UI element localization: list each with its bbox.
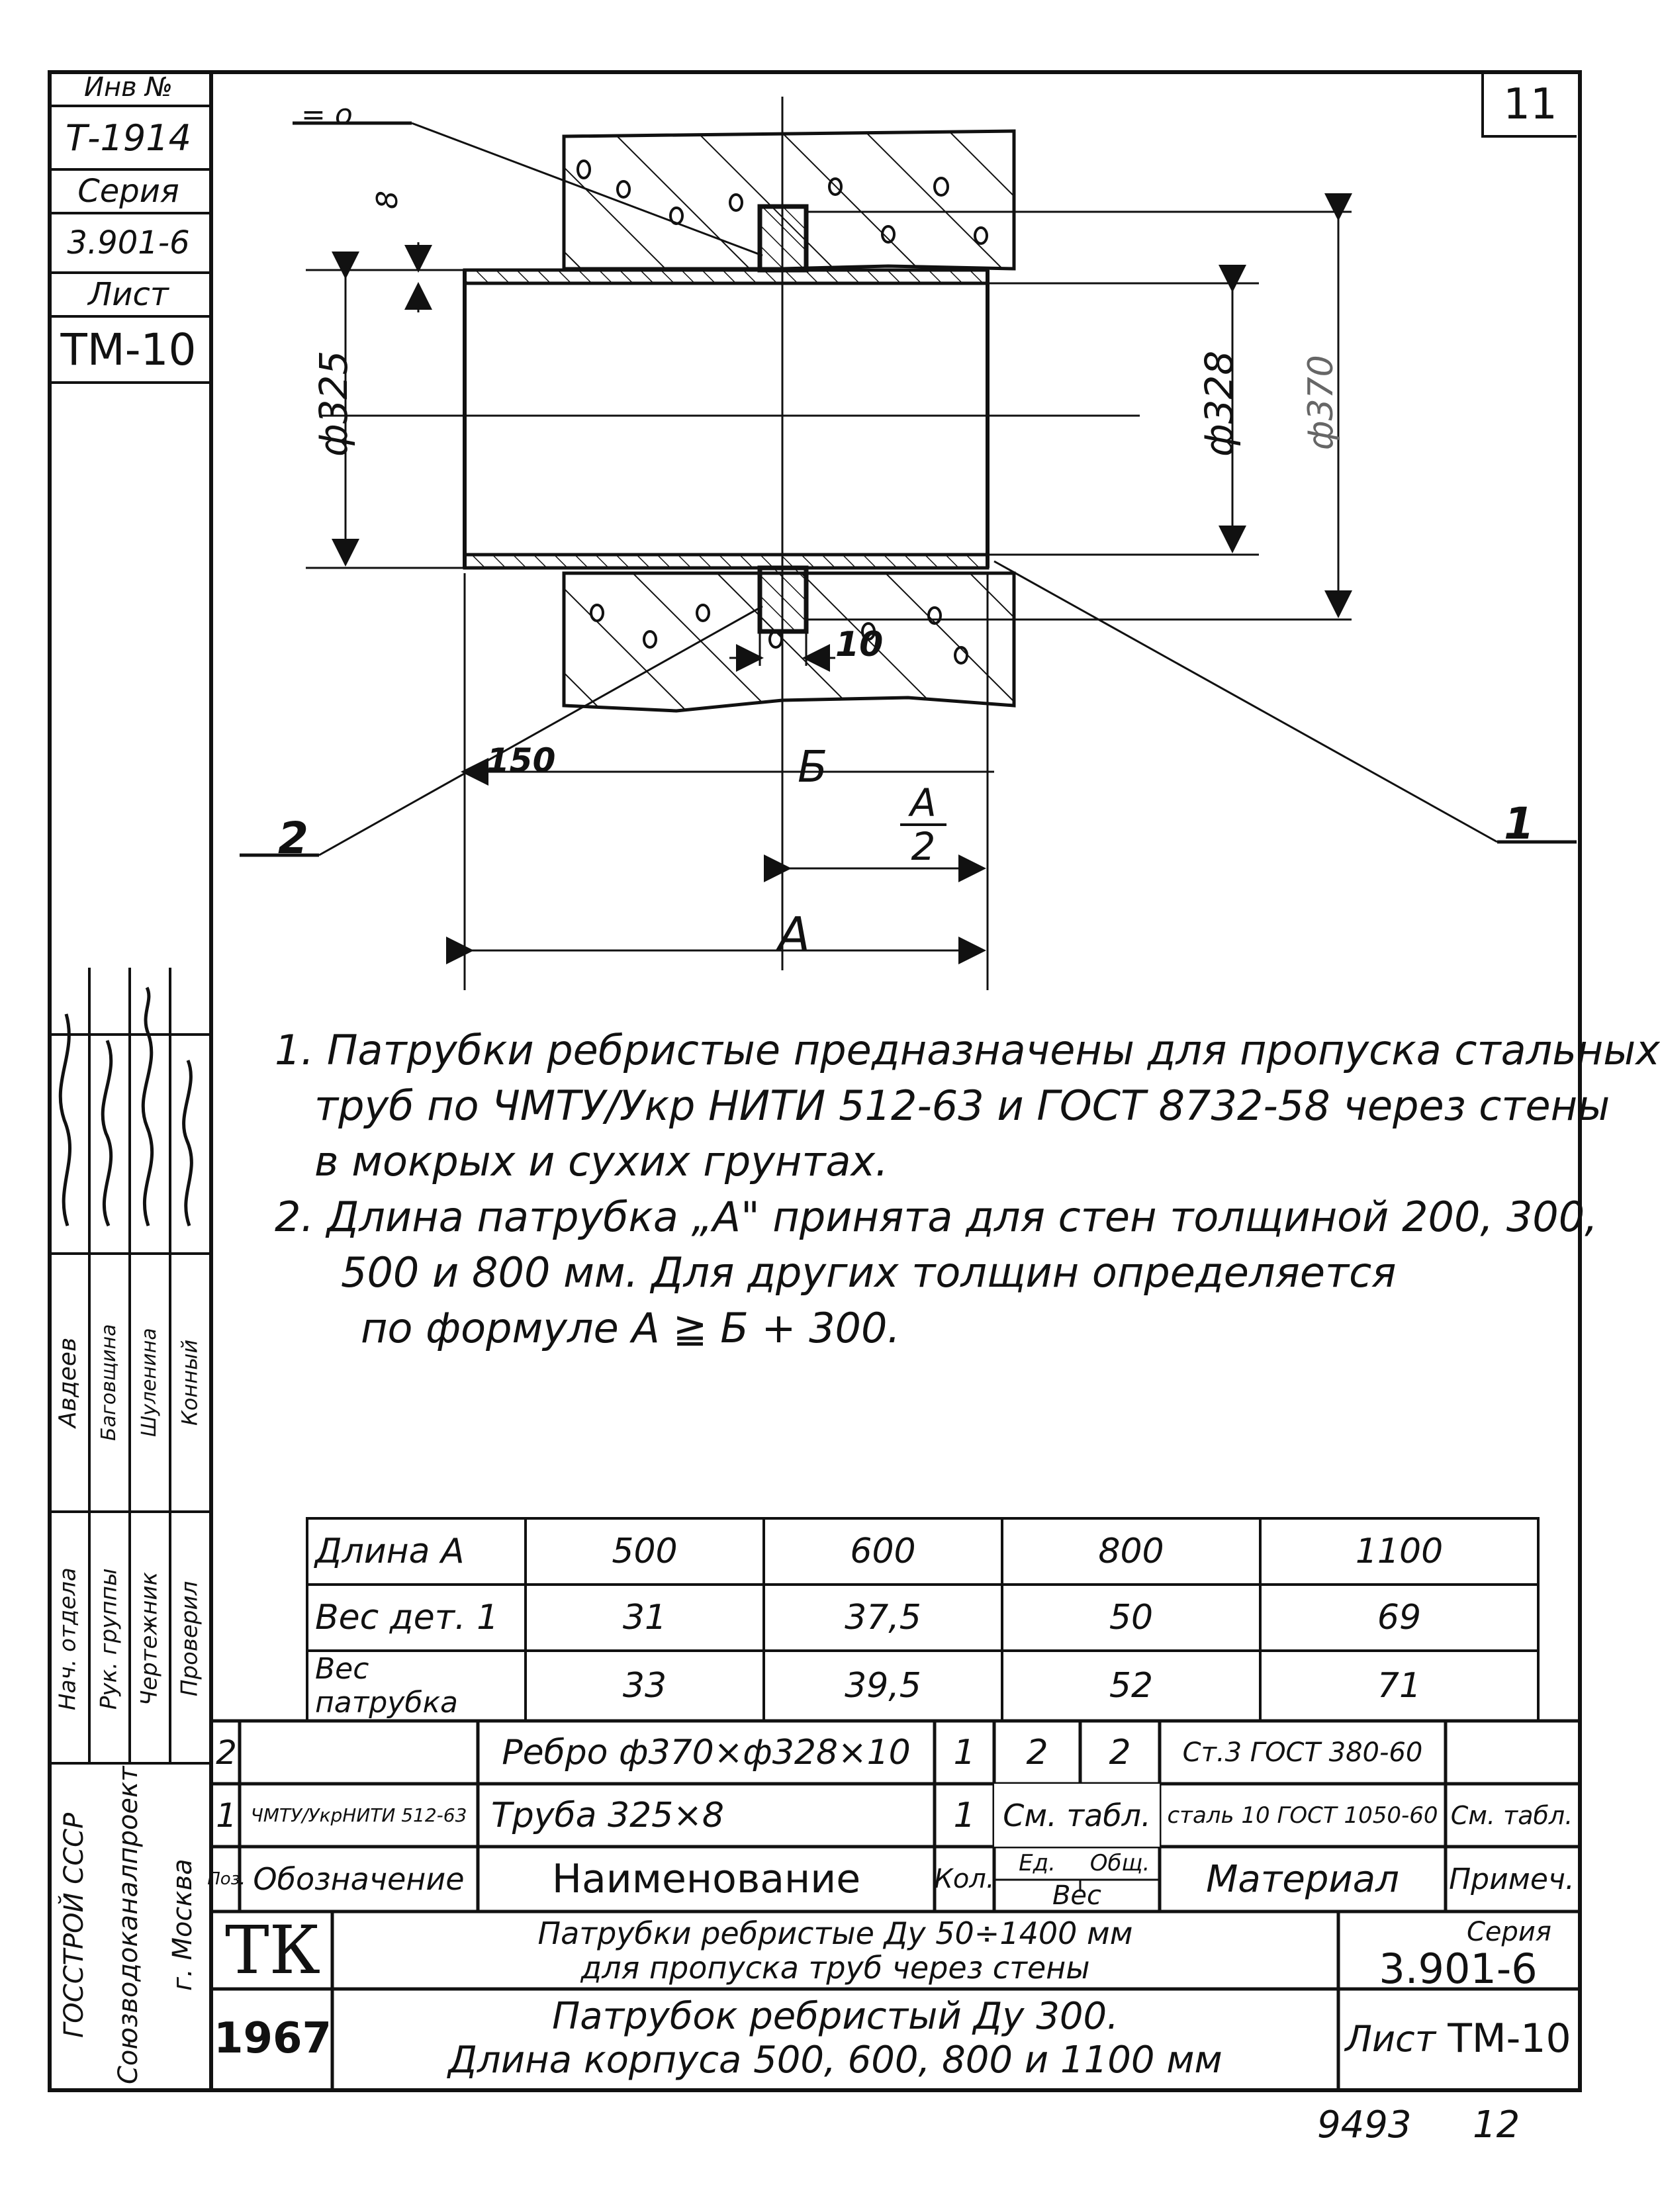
sheet-title-line2: Длина корпуса 500, 600, 800 и 1100 мм [448, 2039, 1222, 2082]
org-line1: ГОССТРОЙ СССР [59, 1812, 89, 2038]
sheet-box-label: Лист [1345, 2017, 1436, 2060]
series-title-line1: Патрубки ребристые Ду 50÷1400 мм [537, 1915, 1133, 1951]
name-group-lead: Баговщина [97, 1324, 120, 1442]
inv-label: Инв № [48, 70, 209, 107]
pipe-wall-bottom [465, 555, 988, 568]
role-group-lead: Рук. группы [95, 1568, 122, 1710]
spec-name: Ребро ф370×ф328×10 [502, 1732, 911, 1773]
series-label: Серия [48, 171, 209, 214]
organization-block [48, 1762, 209, 2088]
series-title [332, 1912, 1338, 1989]
dim-d-rib: ф370 [1301, 355, 1341, 450]
spec-and-title-block [207, 1721, 1578, 2088]
label-b: Б [798, 741, 828, 792]
signature-block [48, 968, 209, 1765]
spec-weight-total: 2 [1109, 1732, 1131, 1773]
table-cell: 37,5 [764, 1585, 1002, 1651]
label-a-half [900, 782, 946, 867]
spec-material: сталь 10 ГОСТ 1050-60 [1167, 1802, 1438, 1829]
spec-pos: 1 [216, 1796, 237, 1835]
table-row [307, 1518, 1538, 1585]
header-pos: Поз. [207, 1869, 246, 1889]
table-row [307, 1651, 1538, 1721]
role-head: Нач. отдела [54, 1567, 81, 1710]
dim-d-inner: ф325 [311, 350, 356, 457]
dim-wall-thickness: 8 [371, 191, 404, 209]
note-line-3: в мокрых и сухих грунтах. [314, 1137, 888, 1185]
top-left-mark: = о [301, 98, 353, 132]
header-total: Общ. [1089, 1850, 1150, 1876]
table-cell: 1100 [1260, 1518, 1538, 1585]
sheet-title [332, 1989, 1338, 2088]
spec-note: См. табл. [1450, 1800, 1573, 1830]
spec-weight-unit: 2 [1026, 1732, 1048, 1773]
spec-qty: 1 [953, 1795, 976, 1835]
role-checker: Проверил [176, 1581, 203, 1697]
spec-name: Труба 325×8 [491, 1795, 724, 1835]
pipe-wall-top [465, 270, 988, 283]
series-value: 3.901-6 [48, 214, 209, 274]
side-blank [48, 384, 209, 1036]
spec-designation: ЧМТУ/УкрНИТИ 512-63 [250, 1804, 467, 1826]
inv-value: Т-1914 [48, 107, 209, 171]
org-line3: г. Москва [167, 1859, 198, 1992]
header-weight: Вес [1052, 1880, 1102, 1911]
table-cell: 800 [1002, 1518, 1260, 1585]
label-a: А [778, 907, 811, 962]
sheet-title-line1: Патрубок ребристый Ду 300. [552, 1995, 1119, 2038]
name-checker: Конный [177, 1339, 203, 1426]
sheet-number: 11 [1481, 74, 1577, 138]
row-label: Вес дет. 1 [307, 1585, 526, 1651]
spec-material: Ст.3 ГОСТ 380-60 [1182, 1737, 1423, 1768]
series-title-line2: для пропуска труб через стены [580, 1949, 1090, 1986]
table-cell: 31 [526, 1585, 764, 1651]
note-line-6: по формуле А ≧ Б + 300. [361, 1304, 901, 1352]
table-cell: 39,5 [764, 1651, 1002, 1721]
year: 1967 [213, 2014, 332, 2063]
page-number: 12 [1473, 2103, 1520, 2146]
header-note: Примеч. [1449, 1862, 1575, 1896]
row-label: Вес патрубка [307, 1651, 526, 1721]
rib-bottom [760, 568, 806, 631]
spec-note [1446, 1721, 1578, 1784]
header-material: Материал [1206, 1857, 1399, 1901]
series-box-label: Серия [1467, 1916, 1551, 1947]
table-cell: 33 [526, 1651, 764, 1721]
header-unit: Ед. [1019, 1850, 1056, 1876]
note-line-2: труб по ЧМТУ/Укр НИТИ 512-63 и ГОСТ 8732-58 через стены [314, 1082, 1610, 1130]
table-cell: 52 [1002, 1651, 1260, 1721]
table-cell: 69 [1260, 1585, 1538, 1651]
spec-pos: 2 [216, 1733, 237, 1772]
dim-offset: 150 [486, 741, 556, 780]
pipe-drawing [213, 70, 1577, 1010]
note-line-1: 1. Патрубки ребристые предназначены для пропуска стальных [275, 1026, 1660, 1074]
weight-table [306, 1517, 1540, 1722]
label-a-half-num: А [900, 782, 946, 826]
series-box-value: 3.901-6 [1379, 1944, 1538, 1993]
header-designation: Обозначение [253, 1861, 465, 1897]
sheet-label: Лист [48, 274, 209, 318]
note-line-5: 500 и 800 мм. Для других толщин определяется [341, 1248, 1397, 1297]
archive-number: 9493 [1317, 2103, 1412, 2146]
dim-rib-width: 10 [835, 625, 884, 665]
table-cell: 600 [764, 1518, 1002, 1585]
sheet-box [1338, 1989, 1578, 2088]
dim-d-outer: ф328 [1197, 350, 1242, 457]
org-line2: Союзводоканалпроект [113, 1766, 144, 2084]
series-box [1338, 1912, 1578, 1993]
row-label: Длина А [307, 1518, 526, 1585]
table-cell: 71 [1260, 1651, 1538, 1721]
spec-qty: 1 [953, 1732, 976, 1773]
spec-weight-unit: См. табл. [994, 1784, 1160, 1847]
sheet-value: ТМ-10 [48, 318, 209, 384]
sheet-box-value: ТМ-10 [1448, 2015, 1571, 2062]
name-drafter: Шуленина [138, 1328, 161, 1438]
side-column [48, 70, 213, 2092]
role-drafter: Чертежник [136, 1571, 163, 1706]
logo-tk: ТК [224, 1912, 321, 1989]
header-qty: Кол. [934, 1864, 995, 1894]
notes [275, 1023, 1660, 1356]
name-head: Авдеев [54, 1337, 81, 1428]
spec-designation [240, 1721, 478, 1784]
callout-2: 2 [278, 813, 308, 864]
note-line-4: 2. Длина патрубка „А" принята для стен толщиной 200, 300, [275, 1193, 1598, 1241]
handwritten-signatures [48, 974, 209, 1246]
label-a-half-den: 2 [911, 824, 936, 869]
rib-top [760, 207, 806, 270]
table-cell: 500 [526, 1518, 764, 1585]
callout-1: 1 [1504, 798, 1534, 849]
table-row [307, 1585, 1538, 1651]
table-cell: 50 [1002, 1585, 1260, 1651]
header-name: Наименование [551, 1856, 861, 1902]
